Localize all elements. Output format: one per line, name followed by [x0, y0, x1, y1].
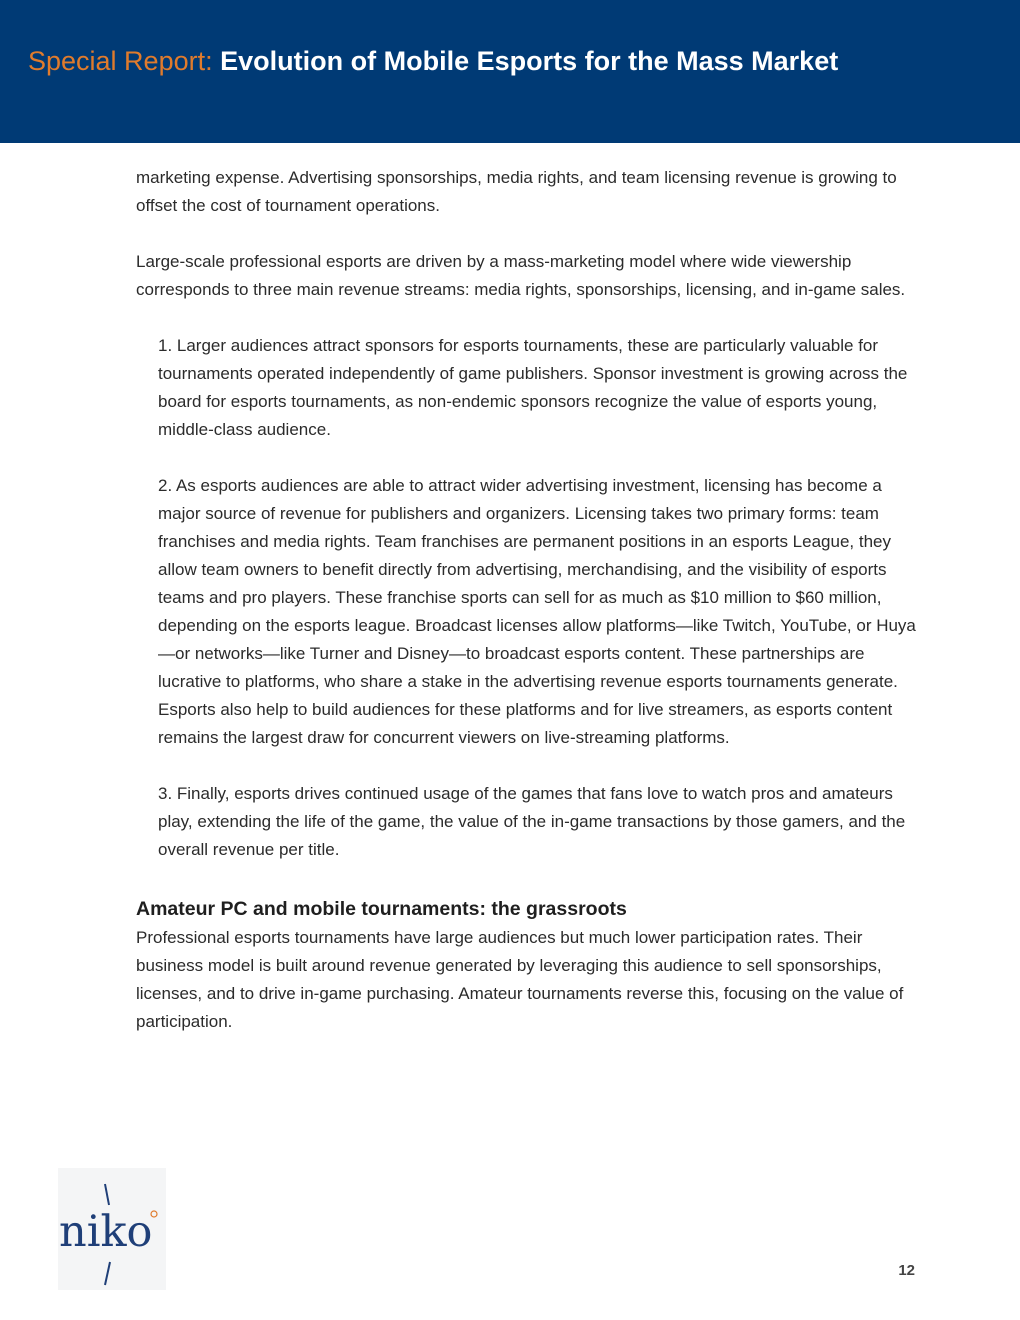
logo-lower-stroke	[105, 1262, 110, 1285]
niko-logo-mark	[58, 1168, 166, 1290]
report-title	[28, 44, 838, 78]
report-title-main: Evolution of Mobile Esports for the Mass Market	[220, 46, 839, 76]
niko-logo	[58, 1168, 166, 1290]
logo-wordmark: niko	[59, 1207, 153, 1257]
section-heading: Amateur PC and mobile tournaments: the grassroots	[136, 898, 627, 920]
report-title-prefix: Special Report:	[28, 46, 213, 76]
list-item: 3. Finally, esports drives continued usage of the games that fans love to watch pros and amateurs play, extending the life of the game, the value of the in-game transactions by those gamers, and the overall revenue per title.	[158, 784, 906, 859]
page-number: 12	[898, 1262, 915, 1279]
section-body: Professional esports tournaments have large audiences but much lower participation rates. Their business model is built around revenue generated by leveraging this audience to sell sponsorships, licenses, and to drive in-game purchasing. Amateur tournaments reverse this, focusing on the value of participation.	[136, 928, 904, 1031]
body-paragraph: marketing expense. Advertising sponsorships, media rights, and team licensing revenue is growing to offset the cost of tournament operations.	[136, 168, 897, 215]
logo-upper-stroke	[105, 1184, 109, 1205]
header-banner	[0, 0, 1020, 143]
body-paragraph: Large-scale professional esports are driven by a mass-marketing model where wide viewership corresponds to three main revenue streams: media rights, sponsorships, licensing, and in-game sales.	[136, 252, 906, 299]
main-content	[136, 164, 926, 1036]
list-item: 1. Larger audiences attract sponsors for esports tournaments, these are particularly valuable for tournaments operated independently of game publishers. Sponsor investment is growing across the board for esports tournaments, as non-endemic sponsors recognize the value of esports young, middle-class audience.	[158, 336, 908, 439]
list-item: 2. As esports audiences are able to attract wider advertising investment, licensing has become a major source of revenue for publishers and organizers. Licensing takes two primary forms: team franchises and media rights. Team franchises are permanent positions in an esports League, they allow team owners to benefit directly from advertising, merchandising, and the visibility of esports teams and pro players. These franchise sports can sell for as much as $10 million to $60 million, depending on the esports league. Broadcast licenses allow platforms—like Twitch, YouTube, or Huya—or networks—like Turner and Disney—to broadcast esports content. These partnerships are lucrative to platforms, who share a stake in the advertising revenue esports tournaments generate. Esports also help to build audiences for these platforms and for live streamers, as esports content remains the largest draw for concurrent viewers on live-streaming platforms.	[158, 476, 916, 747]
